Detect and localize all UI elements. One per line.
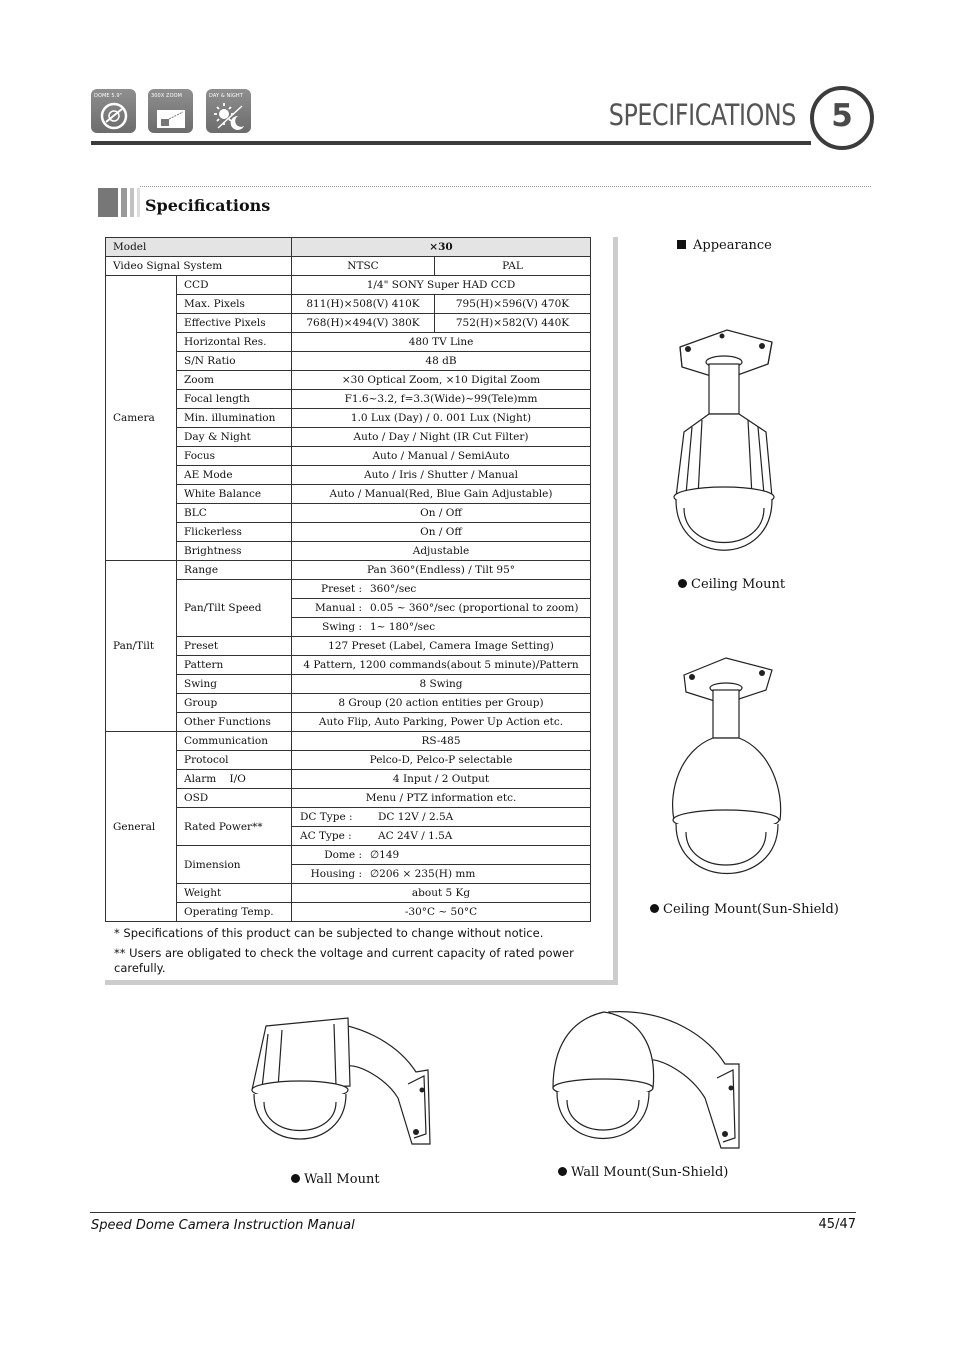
spec-key: Dome : [324,849,362,861]
spec-label: Pan/Tilt Speed [177,580,292,637]
spec-label: Dimension [177,846,292,884]
spec-label: Communication [177,732,292,751]
page-number: 45/47 [818,1217,856,1232]
table-shadow [105,980,618,985]
spec-label: Min. illumination [177,409,292,428]
spec-value: On / Off [292,504,591,523]
badge-dome [91,89,136,133]
chapter-badge [810,86,874,150]
spec-value [292,827,591,846]
caption-wall-sunshield [558,1165,728,1180]
spec-value-ntsc: 811(H)×508(V) 410K [292,295,435,314]
day-night-icon [214,102,246,130]
spec-subvalue: ∅206 × 235(H) mm [370,868,476,880]
model-value: ×30 [292,238,591,257]
spec-value [292,808,591,827]
spec-value: 4 Input / 2 Output [292,770,591,789]
table-row [106,314,591,333]
video-pal: PAL [435,257,591,276]
badge-label: DOME 5.9" [94,93,122,99]
spec-value: Pelco-D, Pelco-P selectable [292,751,591,770]
spec-value: Menu / PTZ information etc. [292,789,591,808]
bullet-icon [678,579,687,588]
spec-value: ×30 Optical Zoom, ×10 Digital Zoom [292,371,591,390]
caption-text: Ceiling Mount [691,577,786,592]
footnote-1: * Specifications of this product can be subjected to change without notice. [114,926,544,940]
spec-label: Other Functions [177,713,292,732]
heading-bar [130,188,134,217]
spec-table [105,237,591,922]
spec-label: AE Mode [177,466,292,485]
spec-label: BLC [177,504,292,523]
spec-label: Focus [177,447,292,466]
spec-label: Effective Pixels [177,314,292,333]
table-row [106,466,591,485]
table-row [106,637,591,656]
caption-text: Wall Mount(Sun-Shield) [571,1165,729,1180]
badge-zoom [148,89,193,133]
spec-key: Housing : [310,868,362,880]
spec-label: CCD [177,276,292,295]
spec-label: Day & Night [177,428,292,447]
spec-label: Focal length [177,390,292,409]
group-general: General [106,732,177,922]
spec-value: RS-485 [292,732,591,751]
spec-value-pal: 795(H)×596(V) 470K [435,295,591,314]
ceiling-mount-camera-icon [662,322,792,564]
spec-value [292,865,591,884]
spec-value: 8 Group (20 action entities per Group) [292,694,591,713]
spec-subvalue: DC 12V / 2.5A [378,811,454,823]
spec-value [292,599,591,618]
table-row [106,732,591,751]
table-row [106,846,591,865]
table-row [106,694,591,713]
table-row [106,238,591,257]
spec-value: Auto / Iris / Shutter / Manual [292,466,591,485]
spec-label: Operating Temp. [177,903,292,922]
wall-mount-camera-icon [248,1014,434,1150]
table-row [106,523,591,542]
spec-label: Protocol [177,751,292,770]
appearance-label: Appearance [693,238,772,253]
spec-value [292,618,591,637]
table-row [106,390,591,409]
spec-value [292,580,591,599]
video-label: Video Signal System [106,257,292,276]
footnote-2: ** Users are obligated to check the voltage and current capacity of rated power carefully. [114,946,574,975]
table-row [106,808,591,827]
spec-label: White Balance [177,485,292,504]
spec-value: 1.0 Lux (Day) / 0. 001 Lux (Night) [292,409,591,428]
table-row [106,542,591,561]
ceiling-mount-sunshield-camera-icon [666,650,792,886]
footer-title: Speed Dome Camera Instruction Manual [91,1218,355,1233]
table-row [106,447,591,466]
table-row [106,257,591,276]
spec-label: Swing [177,675,292,694]
appearance-title [677,238,772,253]
spec-value-ntsc: 768(H)×494(V) 380K [292,314,435,333]
footnote-mark: ** [252,820,263,833]
table-row [106,276,591,295]
spec-value: Adjustable [292,542,591,561]
table-row [106,656,591,675]
table-row [106,713,591,732]
square-bullet-icon [677,240,686,249]
spec-label: Max. Pixels [177,295,292,314]
spec-value: 1/4" SONY Super HAD CCD [292,276,591,295]
table-row [106,409,591,428]
spec-value: 8 Swing [292,675,591,694]
spec-value: On / Off [292,523,591,542]
spec-value: Auto / Manual / SemiAuto [292,447,591,466]
spec-label: Alarm I/O [177,770,292,789]
spec-label: Flickerless [177,523,292,542]
zoom-icon [156,102,188,130]
table-shadow [613,237,618,985]
spec-value: about 5 Kg [292,884,591,903]
table-row [106,751,591,770]
spec-label: Zoom [177,371,292,390]
spec-label: OSD [177,789,292,808]
heading-bar [137,188,140,217]
video-ntsc: NTSC [292,257,435,276]
dotted-divider [140,186,871,187]
table-row [106,675,591,694]
table-row [106,561,591,580]
badge-label: DAY & NIGHT [209,93,243,99]
spec-value: 480 TV Line [292,333,591,352]
spec-value: 127 Preset (Label, Camera Image Setting) [292,637,591,656]
caption-wall [291,1172,380,1187]
spec-value: F1.6~3.2, f=3.3(Wide)~99(Tele)mm [292,390,591,409]
table-row [106,884,591,903]
spec-key: Swing : [322,621,362,633]
model-label: Model [106,238,292,257]
badge-label: 300X ZOOM [151,93,183,99]
bullet-icon [291,1174,300,1183]
caption-ceiling-sunshield [650,902,839,917]
header-rule [91,141,811,145]
spec-subvalue: ∅149 [370,849,400,861]
table-row [106,770,591,789]
spec-label: Brightness [177,542,292,561]
table-row [106,371,591,390]
spec-key: AC Type : [300,830,352,842]
section-title: SPECIFICATIONS [608,98,796,132]
table-row [106,295,591,314]
table-row [106,485,591,504]
section-heading: Specifications [145,196,271,215]
dome-icon [99,102,129,130]
table-row [106,333,591,352]
badge-day-night [206,89,251,133]
spec-value: 4 Pattern, 1200 commands(about 5 minute)/Pattern [292,656,591,675]
spec-label: Range [177,561,292,580]
caption-text: Ceiling Mount(Sun-Shield) [663,902,839,917]
rated-power-label: Rated Power [184,820,253,833]
bullet-icon [650,904,659,913]
table-row [106,428,591,447]
wall-mount-sunshield-camera-icon [549,1008,743,1158]
caption-ceiling [678,577,785,592]
spec-label: Horizontal Res. [177,333,292,352]
spec-value: Auto / Day / Night (IR Cut Filter) [292,428,591,447]
spec-subvalue: 1~ 180°/sec [370,621,436,633]
group-camera: Camera [106,276,177,561]
spec-value: -30°C ~ 50°C [292,903,591,922]
spec-value: Auto / Manual(Red, Blue Gain Adjustable) [292,485,591,504]
spec-subvalue: 0.05 ~ 360°/sec (proportional to zoom) [370,602,579,614]
footer-rule [90,1212,856,1213]
spec-label: S/N Ratio [177,352,292,371]
group-pantilt: Pan/Tilt [106,561,177,732]
spec-subvalue: AC 24V / 1.5A [378,830,453,842]
spec-label: Preset [177,637,292,656]
table-row [106,789,591,808]
caption-text: Wall Mount [304,1172,380,1187]
spec-label: Pattern [177,656,292,675]
spec-key: Manual : [314,602,362,614]
spec-value-pal: 752(H)×582(V) 440K [435,314,591,333]
heading-bar [121,188,127,217]
table-row [106,903,591,922]
spec-value: Auto Flip, Auto Parking, Power Up Action etc. [292,713,591,732]
table-row [106,352,591,371]
table-row [106,504,591,523]
chapter-number: 5 [831,98,853,134]
spec-key: DC Type : [300,811,353,823]
spec-key: Preset : [321,583,362,595]
bullet-icon [558,1167,567,1176]
spec-label: Group [177,694,292,713]
spec-value: 48 dB [292,352,591,371]
spec-label: Weight [177,884,292,903]
spec-value [292,846,591,865]
spec-value: Pan 360°(Endless) / Tilt 95° [292,561,591,580]
table-row [106,580,591,599]
spec-subvalue: 360°/sec [370,583,417,595]
spec-label [177,808,292,846]
heading-bar [98,188,118,217]
